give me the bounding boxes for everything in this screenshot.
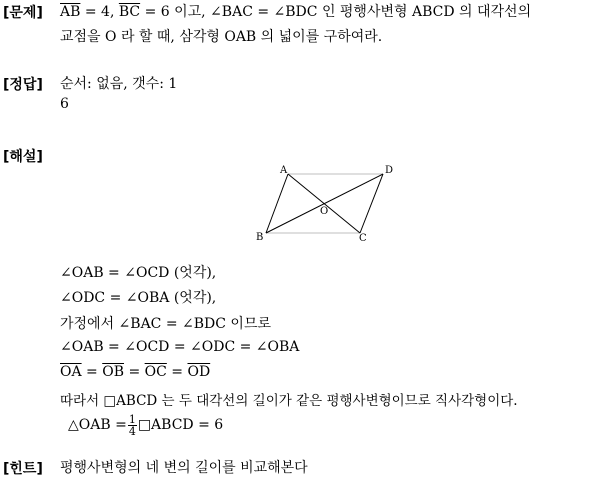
fraction-numerator: 1 xyxy=(128,412,136,426)
problem-label: [문제] xyxy=(3,5,43,21)
solution-step-1: ∠OAB = ∠OCD (엇각), xyxy=(60,265,217,281)
solution-step-6: 따라서 □ABCD 는 두 대각선의 길이가 같은 평행사변형이므로 직사각형이다. xyxy=(60,393,518,409)
fraction-one-quarter xyxy=(128,414,137,437)
answer-value: 6 xyxy=(60,96,69,112)
vertex-c-label: C xyxy=(359,233,367,244)
ab-equals: = 4, xyxy=(80,4,119,20)
solution-step-4: ∠OAB = ∠OCD = ∠ODC = ∠OBA xyxy=(60,339,300,355)
vertex-d-label: D xyxy=(385,165,394,176)
equals-1: = xyxy=(81,364,103,380)
parallelogram-figure xyxy=(252,160,402,246)
side-ab xyxy=(266,174,288,233)
answer-label: [정답] xyxy=(3,77,43,93)
problem-line-1-rest: = 6 이고, ∠BAC = ∠BDC 인 평행사변형 ABCD 의 대각선의 xyxy=(140,4,532,20)
segment-oc: $\overline{OC}$ xyxy=(144,364,167,380)
side-dc xyxy=(360,174,383,233)
segment-oa: $\overline{OA}$ xyxy=(60,364,82,380)
vertex-b-label: B xyxy=(256,232,264,243)
answer-line-1: 순서: 없음, 갯수: 1 xyxy=(60,76,178,92)
segment-ob: $\overline{OB}$ xyxy=(102,364,124,380)
hint-text: 평행사변형의 네 변의 길이를 비교해본다 xyxy=(60,460,308,476)
solution-step-3: 가정에서 ∠BAC = ∠BDC 이므로 xyxy=(60,316,271,332)
vertex-a-label: A xyxy=(280,165,288,176)
problem-line-2: 교점을 O 라 할 때, 삼각형 OAB 의 넓이를 구하여라. xyxy=(60,29,383,45)
segment-bc: $\overline{BC}$ xyxy=(118,4,141,20)
solution-step-5 xyxy=(60,364,210,380)
solution-step-2: ∠ODC = ∠OBA (엇각), xyxy=(60,290,217,306)
diagonal-bd xyxy=(266,174,383,233)
equals-3: = xyxy=(166,364,188,380)
area-right: □ABCD = 6 xyxy=(137,417,224,433)
solution-label: [해설] xyxy=(3,149,43,165)
fraction-denominator: 4 xyxy=(128,424,136,438)
area-left: △OAB = xyxy=(68,417,127,433)
equals-2: = xyxy=(124,364,145,380)
hint-label: [힌트] xyxy=(3,461,43,477)
problem-line-1 xyxy=(60,1,531,21)
solution-step-7 xyxy=(68,408,223,442)
segment-od: $\overline{OD}$ xyxy=(187,364,211,380)
intersection-o-label: O xyxy=(320,206,329,217)
segment-ab: $\overline{AB}$ xyxy=(60,4,81,20)
